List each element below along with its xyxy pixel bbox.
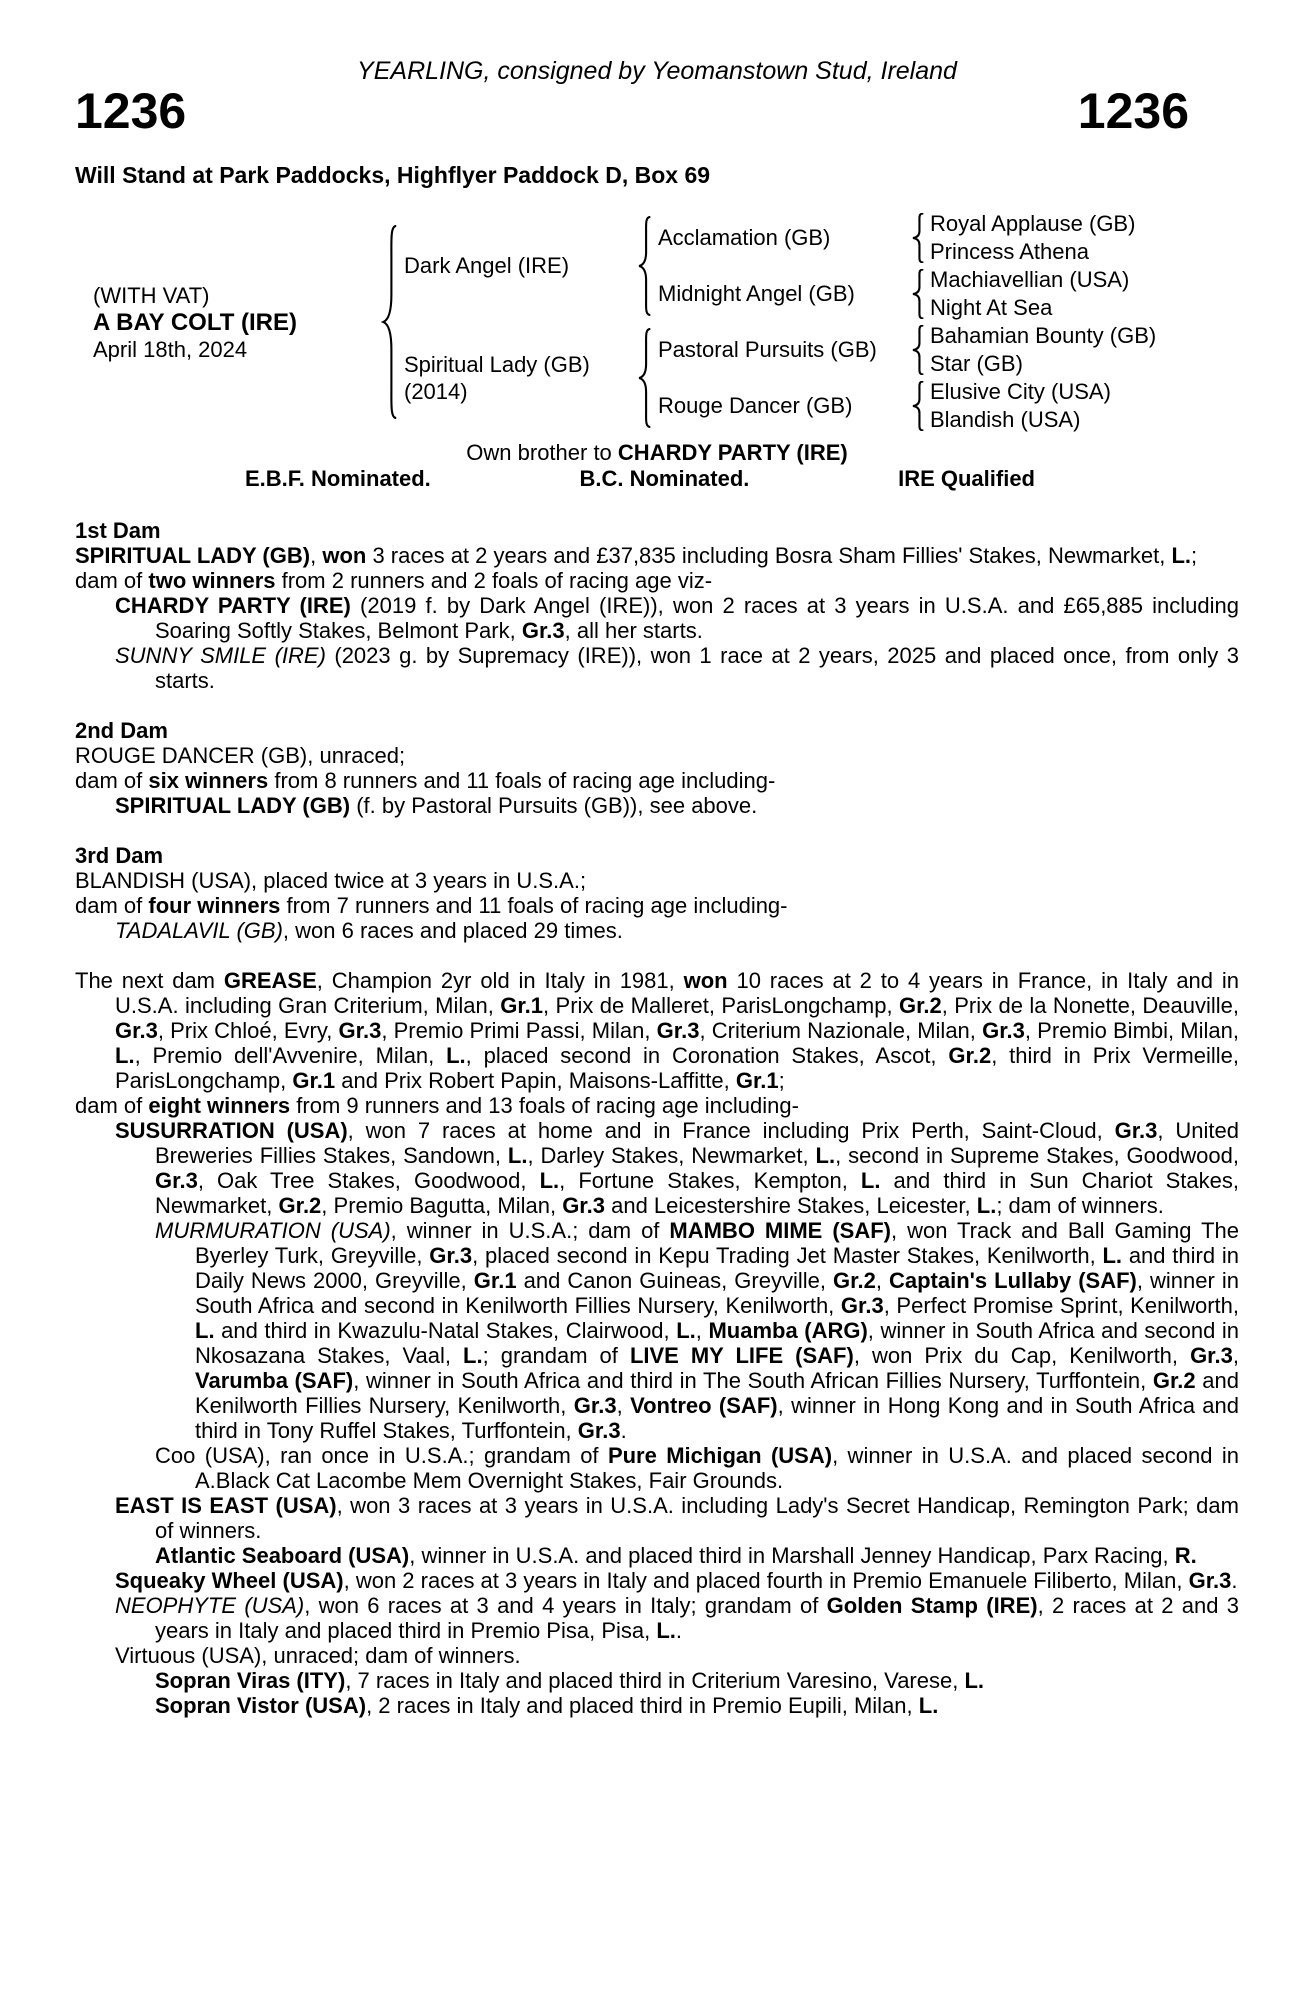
nomination-bc: B.C. Nominated. [579, 466, 750, 491]
text-segment: GREASE [223, 968, 317, 993]
text-segment: Gr.3 [982, 1018, 1025, 1043]
dam-name: Spiritual Lady (GB) [404, 352, 590, 377]
text-segment: , [310, 543, 323, 568]
text-segment: 1st Dam [75, 518, 161, 543]
text-segment: Gr.1 [292, 1068, 336, 1093]
text-segment: Gr.1 [473, 1268, 517, 1293]
para-spiritual-lady [75, 543, 1239, 568]
text-segment: , 7 races in Italy and placed third in Criterium Varesino, Varese, [345, 1668, 965, 1693]
dam-sections [75, 518, 1239, 1718]
text-segment: dam of [75, 1093, 149, 1118]
text-segment: Gr.1 [735, 1068, 779, 1093]
text-segment: , [875, 1268, 889, 1293]
para-grease [75, 968, 1239, 1093]
text-segment: , Prix de Malleret, ParisLongchamp, [543, 993, 899, 1018]
text-segment: SUSURRATION (USA) [115, 1118, 348, 1143]
text-segment: and third in Daily News 2000, Greyville, [195, 1243, 1240, 1293]
text-segment: L. [964, 1668, 985, 1693]
text-segment: and Canon Guineas, Greyville, [516, 1268, 834, 1293]
text-segment: four winners [148, 893, 281, 918]
text-segment: from 9 runners and 13 foals of racing age including- [290, 1093, 799, 1118]
para-sunny-smile [75, 643, 1239, 693]
text-segment: LIVE MY LIFE (SAF) [629, 1343, 854, 1368]
text-segment: Coo (USA), ran once in U.S.A.; grandam of [155, 1443, 608, 1468]
pedigree-brace-icon [905, 266, 930, 322]
text-segment: Gr.3 [338, 1018, 382, 1043]
text-segment: Captain's Lullaby (SAF) [889, 1268, 1137, 1293]
text-segment: . [1231, 1568, 1238, 1593]
pedigree-brace-icon [905, 210, 930, 266]
colt-name: A BAY COLT (IRE) [93, 308, 298, 336]
text-segment: , winner in U.S.A. and placed second in A.Black Cat Lacombe Mem Overnight Stakes, Fair Grounds. [195, 1443, 1239, 1493]
para-atlantic-seaboard [75, 1543, 1239, 1568]
great-grandparent-name: Blandish (USA) [930, 407, 1081, 432]
sire-dam-name: Midnight Angel (GB) [658, 281, 855, 306]
text-segment: , Champion 2yr old in Italy in 1981, [316, 968, 684, 993]
pedigree-brace-icon [905, 322, 930, 378]
text-segment: Gr.3 [573, 1393, 617, 1418]
text-segment: , Premio dell'Avvenire, Milan, [134, 1043, 447, 1068]
lot-number-left: 1236 [75, 83, 187, 139]
text-segment: Gr.3 [429, 1243, 473, 1268]
text-segment: , second in Supreme Stakes, Goodwood, [835, 1143, 1239, 1168]
text-segment: , placed second in Coronation Stakes, Ascot, [465, 1043, 949, 1068]
text-segment: MAMBO MIME (SAF) [669, 1218, 891, 1243]
text-segment: . [675, 1618, 683, 1643]
para-sopran-vistor [75, 1693, 1239, 1718]
text-segment: won [683, 968, 728, 993]
text-segment: , won 7 races at home and in France including Prix Perth, Saint-Cloud, [347, 1118, 1115, 1143]
pedigree-brace-icon [630, 322, 658, 434]
text-segment: MURMURATION (USA) [155, 1218, 391, 1243]
text-segment: , Darley Stakes, Newmarket, [527, 1143, 816, 1168]
para-sopran-viras [75, 1668, 1239, 1693]
text-segment: L. [976, 1193, 997, 1218]
para-blandish [75, 868, 1239, 893]
text-segment: , won Prix du Cap, Kenilworth, [853, 1343, 1191, 1368]
para-dam-of-two [75, 568, 1239, 593]
text-segment: Squeaky Wheel (USA) [115, 1568, 344, 1593]
text-segment: Gr.1 [500, 993, 544, 1018]
text-segment: ; dam of winners. [996, 1193, 1164, 1218]
text-segment: (2023 g. by Supremacy (IRE)), won 1 race at 2 years, 2025 and placed once, from only 3 starts. [155, 643, 1239, 693]
text-segment: Gr.3 [656, 1018, 700, 1043]
text-segment: , 2 races in Italy and placed third in Premio Eupili, Milan, [366, 1693, 919, 1718]
text-segment: , Prix Chloé, Evry, [157, 1018, 339, 1043]
text-segment: Gr.2 [1152, 1368, 1196, 1393]
text-segment: Gr.2 [833, 1268, 876, 1293]
text-segment: SPIRITUAL LADY (GB) [75, 543, 311, 568]
para-virtuous [75, 1643, 1239, 1668]
colt-block [75, 282, 374, 363]
text-segment: from 2 runners and 2 foals of racing age viz- [275, 568, 713, 593]
para-chardy-party [75, 593, 1239, 643]
text-segment: ; [1191, 543, 1198, 568]
great-grandparent-name: Elusive City (USA) [930, 379, 1111, 404]
text-segment: The next dam [75, 968, 224, 993]
great-grandparent-name: Night At Sea [930, 295, 1053, 320]
text-segment: (2019 f. by Dark Angel (IRE)), won 2 races at 3 years in U.S.A. and £65,885 including Soaring Softly Stakes, Belmont Park, [155, 593, 1240, 643]
text-segment: NEOPHYTE (USA) [115, 1593, 305, 1618]
nominations-line [245, 466, 1035, 492]
text-segment: , [1232, 1343, 1239, 1368]
nomination-ebf: E.B.F. Nominated. [245, 466, 431, 491]
text-segment: Gr.3 [562, 1193, 605, 1218]
text-segment: Gr.3 [115, 1018, 158, 1043]
text-segment: won [322, 543, 367, 568]
text-segment: SPIRITUAL LADY (GB) [115, 793, 351, 818]
para-squeaky-wheel [75, 1568, 1239, 1593]
heading-1st-dam [75, 518, 1239, 543]
sire-name: Dark Angel (IRE) [404, 253, 570, 278]
text-segment: TADALAVIL (GB) [115, 918, 283, 943]
text-segment: Gr.3 [521, 618, 565, 643]
stand-location-line: Will Stand at Park Paddocks, Highflyer Paddock D, Box 69 [75, 162, 711, 188]
text-segment: L. [446, 1043, 466, 1068]
text-segment: Gr.2 [278, 1193, 322, 1218]
text-segment: L. [676, 1318, 696, 1343]
text-segment: dam of [75, 893, 149, 918]
text-segment: , won 3 races at 3 years in U.S.A. including Lady's Secret Handicap, Remington Park; dam of winners. [155, 1493, 1239, 1543]
text-segment: (f. by Pastoral Pursuits (GB)), see above. [350, 793, 758, 818]
para-murmuration [75, 1218, 1239, 1443]
text-segment: , Premio Primi Passi, Milan, [381, 1018, 657, 1043]
para-spiritual-lady-2 [75, 793, 1239, 818]
text-segment: , Prix de la Nonette, Deauville, [941, 993, 1239, 1018]
text-segment: dam of [75, 768, 149, 793]
para-tadalavil [75, 918, 1239, 943]
text-segment: six winners [148, 768, 269, 793]
text-segment: ROUGE DANCER (GB), unraced; [75, 743, 406, 768]
own-brother-line [75, 440, 1239, 466]
text-segment: 3 races at 2 years and £37,835 including Bosra Sham Fillies' Stakes, Newmarket, [366, 543, 1172, 568]
text-segment: Gr.2 [948, 1043, 992, 1068]
text-segment: dam of [75, 568, 149, 593]
foal-date: April 18th, 2024 [93, 336, 248, 362]
great-grandparent-name: Royal Applause (GB) [930, 211, 1136, 236]
pedigree-table [75, 210, 1239, 434]
text-segment: and Prix Robert Papin, Maisons-Laffitte, [335, 1068, 736, 1093]
text-segment: , United Breweries Fillies Stakes, Sandown, [155, 1118, 1239, 1168]
para-rouge-dancer [75, 743, 1239, 768]
para-susurration [75, 1118, 1239, 1218]
sire-sire-name: Acclamation (GB) [658, 225, 831, 250]
text-segment: ; grandam of [482, 1343, 630, 1368]
para-dam-of-four [75, 893, 1239, 918]
text-segment: 3rd Dam [75, 843, 164, 868]
text-segment: Virtuous (USA), unraced; dam of winners. [115, 1643, 521, 1668]
text-segment: Gr.3 [1114, 1118, 1158, 1143]
text-segment: from 7 runners and 11 foals of racing age including- [280, 893, 788, 918]
text-segment: Gr.3 [155, 1168, 198, 1193]
text-segment: Varumba (SAF) [195, 1368, 354, 1393]
text-segment: Gr.3 [1190, 1343, 1233, 1368]
text-segment: L. [195, 1318, 215, 1343]
text-segment: and third in Kwazulu-Natal Stakes, Clairwood, [214, 1318, 677, 1343]
text-segment: and Kenilworth Fillies Nursery, Kenilworth, [195, 1368, 1239, 1418]
text-segment: , [616, 1393, 631, 1418]
heading-3rd-dam [75, 843, 1239, 868]
dam-year: (2014) [404, 379, 468, 404]
text-segment: , placed second in Kepu Trading Jet Master Stakes, Kenilworth, [472, 1243, 1103, 1268]
text-segment: BLANDISH (USA), placed twice at 3 years in U.S.A.; [75, 868, 587, 893]
text-segment: , winner in Hong Kong and in South Africa and third in Tony Ruffel Stakes, Turffontein, [195, 1393, 1240, 1443]
consignor-line: YEARLING, consigned by Yeomanstown Stud, Ireland [357, 57, 957, 85]
text-segment: , all her starts. [564, 618, 703, 643]
lot-number-row [75, 83, 1239, 139]
text-segment: and third in Sun Chariot Stakes, Newmarket, [155, 1168, 1240, 1218]
text-segment: , winner in U.S.A. and placed third in Marshall Jenney Handicap, Parx Racing, [409, 1543, 1175, 1568]
text-segment: L. [539, 1168, 560, 1193]
pedigree-brace-icon [630, 210, 658, 322]
text-segment: L. [507, 1143, 528, 1168]
text-segment: two winners [148, 568, 276, 593]
text-segment: , 2 races at 2 and 3 years in Italy and placed third in Premio Pisa, Pisa, [155, 1593, 1240, 1643]
text-segment: , Premio Bimbi, Milan, [1024, 1018, 1239, 1043]
text-segment: , won 6 races at 3 and 4 years in Italy; grandam of [304, 1593, 827, 1618]
pedigree-brace-icon [374, 210, 404, 434]
text-segment: 2nd Dam [75, 718, 168, 743]
text-segment: Gr.3 [1188, 1568, 1232, 1593]
text-segment: EAST IS EAST (USA) [115, 1493, 337, 1518]
vat-note: (WITH VAT) [93, 282, 210, 308]
text-segment: Golden Stamp (IRE) [826, 1593, 1038, 1618]
text-segment: , winner in South Africa and third in The South African Fillies Nursery, Turffontein, [353, 1368, 1153, 1393]
text-segment: Gr.3 [577, 1418, 621, 1443]
text-segment: , won 6 races and placed 29 times. [282, 918, 623, 943]
dam-block [404, 351, 630, 405]
own-brother-prefix: Own brother to [466, 440, 618, 465]
text-segment: L. [115, 1043, 135, 1068]
text-segment: from 8 runners and 11 foals of racing age including- [268, 768, 776, 793]
text-segment: Vontreo (SAF) [630, 1393, 778, 1418]
text-segment: Sopran Viras (ITY) [155, 1668, 346, 1693]
pedigree-brace-icon [905, 378, 930, 434]
great-grandparent-name: Machiavellian (USA) [930, 267, 1130, 292]
para-dam-of-six [75, 768, 1239, 793]
text-segment: 10 races at 2 to 4 years in France, in Italy and in U.S.A. including Gran Criterium, Milan, [115, 968, 1240, 1018]
text-segment: , Premio Bagutta, Milan, [321, 1193, 563, 1218]
text-segment: L. [656, 1618, 676, 1643]
text-segment: and Leicestershire Stakes, Leicester, [605, 1193, 977, 1218]
nomination-ire: IRE Qualified [898, 466, 1035, 491]
dam-sire-name: Pastoral Pursuits (GB) [658, 337, 877, 362]
text-segment: , third in Prix Vermeille, ParisLongchamp, [115, 1043, 1240, 1093]
text-segment: Gr.2 [898, 993, 942, 1018]
text-segment: Sopran Vistor (USA) [155, 1693, 367, 1718]
text-segment: L. [463, 1343, 483, 1368]
dam-dam-name: Rouge Dancer (GB) [658, 393, 853, 418]
text-segment: L. [1171, 543, 1192, 568]
text-segment: Atlantic Seaboard (USA) [155, 1543, 410, 1568]
great-grandparent-name: Princess Athena [930, 239, 1089, 264]
text-segment: ; [778, 1068, 785, 1093]
para-coo [75, 1443, 1239, 1493]
text-segment: Muamba (ARG) [708, 1318, 868, 1343]
text-segment: SUNNY SMILE (IRE) [115, 643, 326, 668]
para-neophyte [75, 1593, 1239, 1643]
text-segment: L. [860, 1168, 881, 1193]
text-segment: , winner in South Africa and second in Kenilworth Fillies Nursery, Kenilworth, [195, 1268, 1239, 1318]
text-segment: , won 2 races at 3 years in Italy and placed fourth in Premio Emanuele Filiberto, Milan, [343, 1568, 1189, 1593]
text-segment: , Criterium Nazionale, Milan, [699, 1018, 983, 1043]
great-grandparent-name: Bahamian Bounty (GB) [930, 323, 1157, 348]
text-segment: , Fortune Stakes, Kempton, [559, 1168, 861, 1193]
text-segment: R. [1174, 1543, 1197, 1568]
text-segment: . [620, 1418, 627, 1443]
text-segment: L. [1102, 1243, 1123, 1268]
text-segment: , Perfect Promise Sprint, Kenilworth, [883, 1293, 1240, 1318]
text-segment: , Oak Tree Stakes, Goodwood, [197, 1168, 540, 1193]
own-brother-name: CHARDY PARTY (IRE) [617, 440, 848, 465]
lot-number-right: 1236 [1077, 83, 1189, 139]
text-segment: Gr.3 [840, 1293, 884, 1318]
text-segment: , winner in U.S.A.; dam of [390, 1218, 670, 1243]
great-grandparent-name: Star (GB) [930, 351, 1023, 376]
text-segment: L. [815, 1143, 836, 1168]
heading-2nd-dam [75, 718, 1239, 743]
text-segment: eight winners [148, 1093, 291, 1118]
para-east-is-east [75, 1493, 1239, 1543]
para-dam-of-eight [75, 1093, 1239, 1118]
text-segment: , [695, 1318, 709, 1343]
text-segment: , winner in South Africa and second in Nkosazana Stakes, Vaal, [195, 1318, 1239, 1368]
text-segment: Pure Michigan (USA) [607, 1443, 833, 1468]
text-segment: CHARDY PARTY (IRE) [115, 593, 351, 618]
text-segment: L. [918, 1693, 939, 1718]
text-segment: , won Track and Ball Gaming The Byerley Turk, Greyville, [195, 1218, 1240, 1268]
